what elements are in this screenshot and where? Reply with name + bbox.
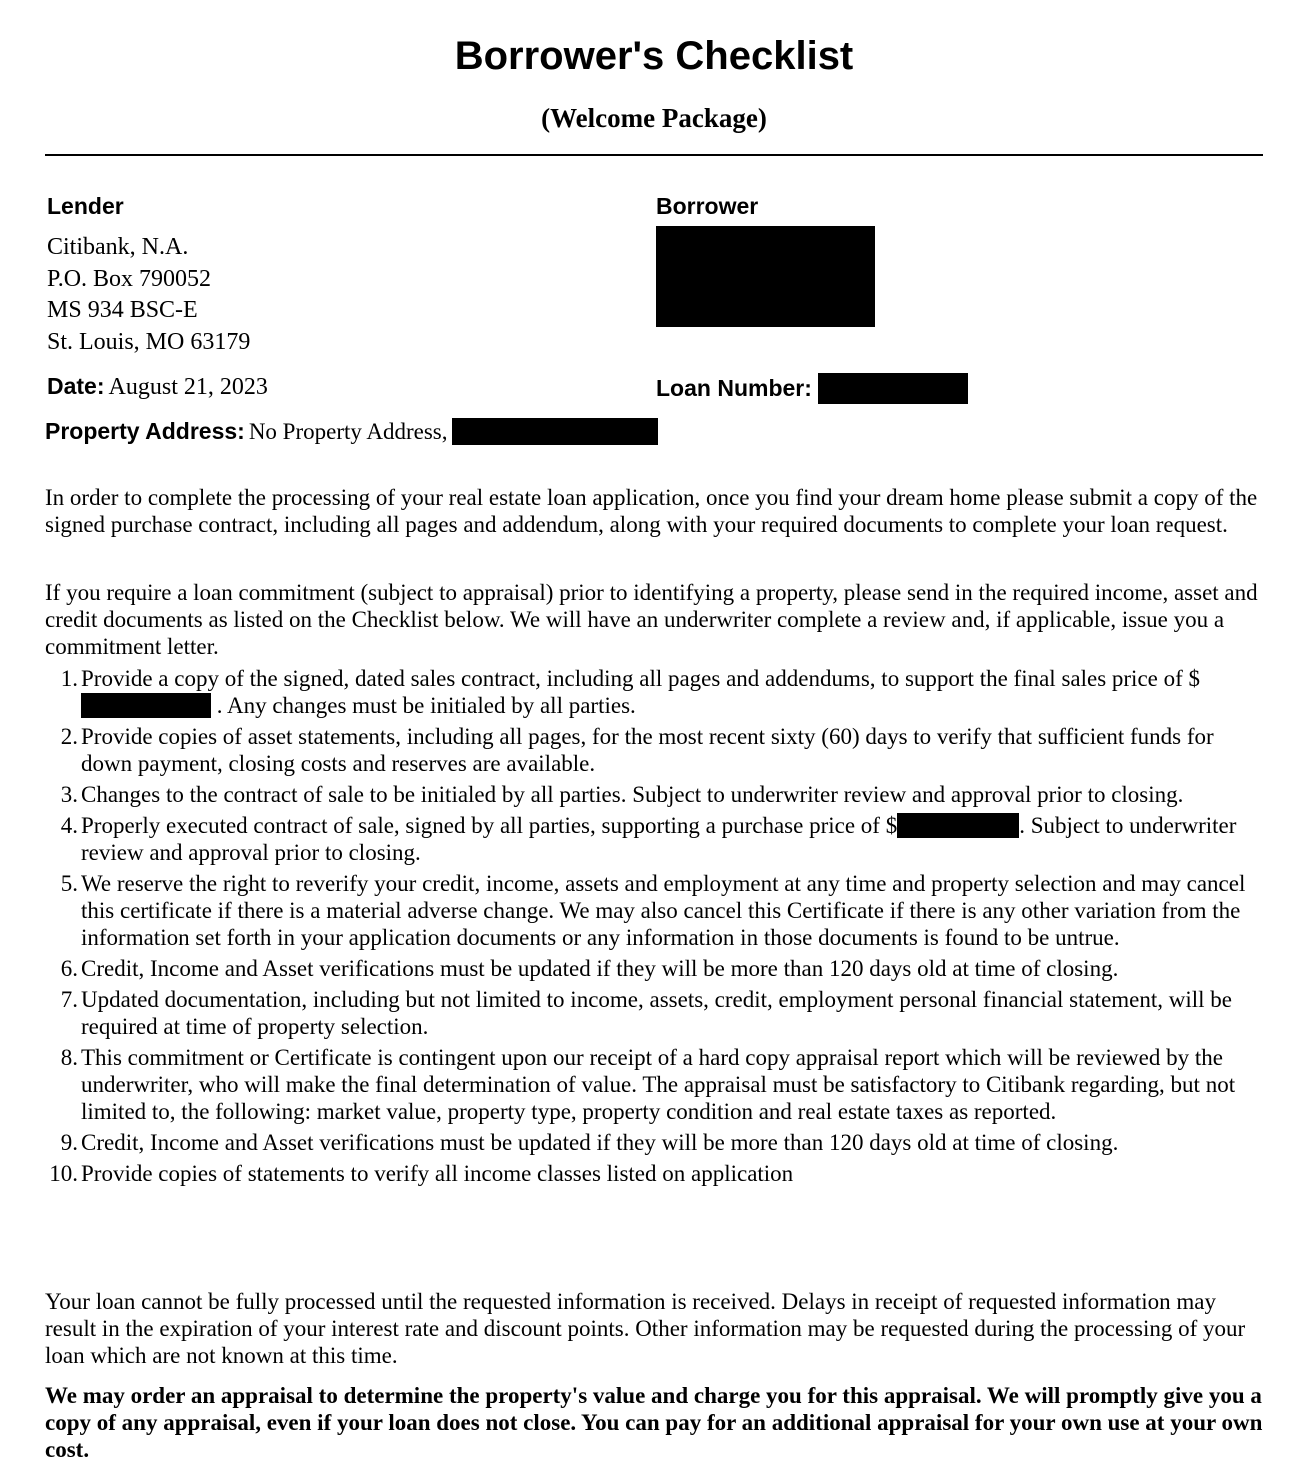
checklist-item-number: 10. <box>49 1161 78 1186</box>
checklist-item-text: Provide a copy of the signed, dated sales contract, including all pages and addendums, to support the final sales price of $ <box>81 666 1201 691</box>
checklist-item-number: 9. <box>60 1130 78 1155</box>
loan-number-label: Loan Number: <box>656 375 812 401</box>
loan-number-row <box>656 373 968 404</box>
date-value: August 21, 2023 <box>108 374 268 400</box>
lender-heading: Lender <box>47 193 124 219</box>
intro-paragraph-2: If you require a loan commitment (subject to appraisal) prior to identifying a property, please send in the required income, asset and credit documents as listed on the Checklist below. We will have an underwriter complete a review and, if applicable, issue you a commitment letter. <box>45 580 1258 659</box>
checklist-item-text: Properly executed contract of sale, signed by all parties, supporting a purchase price of $ <box>81 813 898 838</box>
checklist-item <box>45 723 1263 777</box>
date-label: Date: <box>47 373 105 399</box>
checklist-item-number: 8. <box>60 1045 78 1070</box>
checklist-item-text: Credit, Income and Asset verifications must be updated if they will be more than 120 days old at time of closing. <box>81 1130 1119 1155</box>
checklist-item-number: 5. <box>60 871 78 896</box>
date-row <box>47 373 268 401</box>
property-address-label: Property Address: <box>45 418 245 444</box>
checklist-item-number: 4. <box>60 813 78 838</box>
loan-number-redaction <box>818 373 968 404</box>
header-divider <box>45 154 1263 156</box>
checklist-item-number: 1. <box>60 666 78 691</box>
checklist-item-text: Provide copies of asset statements, including all pages, for the most recent sixty (60) days to verify that sufficient funds for down payment, closing costs and reserves are available. <box>81 724 1214 776</box>
checklist-item-number: 3. <box>60 782 78 807</box>
checklist-item-text: . Any changes must be initialed by all parties. <box>211 693 636 718</box>
lender-address-line: MS 934 BSC-E <box>47 297 198 323</box>
lender-address-line: P.O. Box 790052 <box>47 265 212 292</box>
sales-price-redaction <box>81 693 211 718</box>
checklist-item-text: Provide copies of statements to verify all income classes listed on application <box>81 1161 794 1186</box>
checklist-item-text: . Subject to underwriter review and approval prior to closing. <box>81 813 1237 865</box>
checklist-item-number: 7. <box>60 987 78 1012</box>
checklist-item-text: This commitment or Certificate is contingent upon our receipt of a hard copy appraisal report which will be reviewed by the underwriter, who will make the final determination of value. The appraisal must be satisfactory to Citibank regarding, but not limited to, the following: market value, property type, property condition and real estate taxes as reported. <box>81 1045 1236 1124</box>
checklist-item <box>45 955 1263 982</box>
checklist-item <box>45 1129 1263 1156</box>
property-address-redaction <box>452 418 658 445</box>
checklist-item-text: Updated documentation, including but not limited to income, assets, credit, employment personal financial statement, will be required at time of property selection. <box>81 987 1232 1039</box>
purchase-price-redaction <box>897 813 1019 838</box>
checklist-item-text: Changes to the contract of sale to be initialed by all parties. Subject to underwriter review and approval prior to closing. <box>81 782 1184 807</box>
lender-address-line: Citibank, N.A. <box>47 234 189 260</box>
page-title: Borrower's Checklist <box>454 34 854 78</box>
checklist-item <box>45 1160 1263 1187</box>
checklist-item <box>45 1044 1263 1125</box>
checklist-item-number: 6. <box>60 956 78 981</box>
closing-paragraph-2: We may order an appraisal to determine the property's value and charge you for this appraisal. We will promptly give you a copy of any appraisal, even if your loan does not close. You can pay for an additional appraisal for your own use at your own cost. <box>45 1383 1263 1462</box>
lender-address <box>47 232 250 358</box>
property-address-value: No Property Address, <box>248 419 448 444</box>
checklist-item-number: 2. <box>60 724 78 749</box>
checklist-item <box>45 812 1263 866</box>
closing-paragraph-1: Your loan cannot be fully processed until the requested information is received. Delays in receipt of requested information may result in the expiration of your interest rate and discount points. Other information may be requested during the processing of your loan which are not known at this time. <box>45 1289 1246 1368</box>
checklist-item-text: Credit, Income and Asset verifications must be updated if they will be more than 120 days old at time of closing. <box>81 956 1119 981</box>
checklist-item <box>45 986 1263 1040</box>
checklist-item <box>45 870 1263 951</box>
borrower-heading: Borrower <box>656 193 759 219</box>
checklist-item-text: We reserve the right to reverify your credit, income, assets and employment at any time and property selection and may cancel this certificate if there is a material adverse change. We may also cancel this Certificate if there is any other variation from the information set forth in your application documents or any information in those documents is found to be untrue. <box>81 871 1246 950</box>
property-address-row <box>45 418 658 445</box>
lender-address-line: St. Louis, MO 63179 <box>47 328 251 355</box>
checklist <box>45 665 1263 1191</box>
checklist-item <box>45 781 1263 808</box>
page-subtitle: (Welcome Package) <box>541 103 767 133</box>
borrower-redaction <box>656 226 875 327</box>
checklist-item <box>45 665 1263 719</box>
intro-paragraph-1: In order to complete the processing of your real estate loan application, once you find your dream home please submit a copy of the signed purchase contract, including all pages and addendum, along with your required documents to complete your loan request. <box>45 485 1258 537</box>
